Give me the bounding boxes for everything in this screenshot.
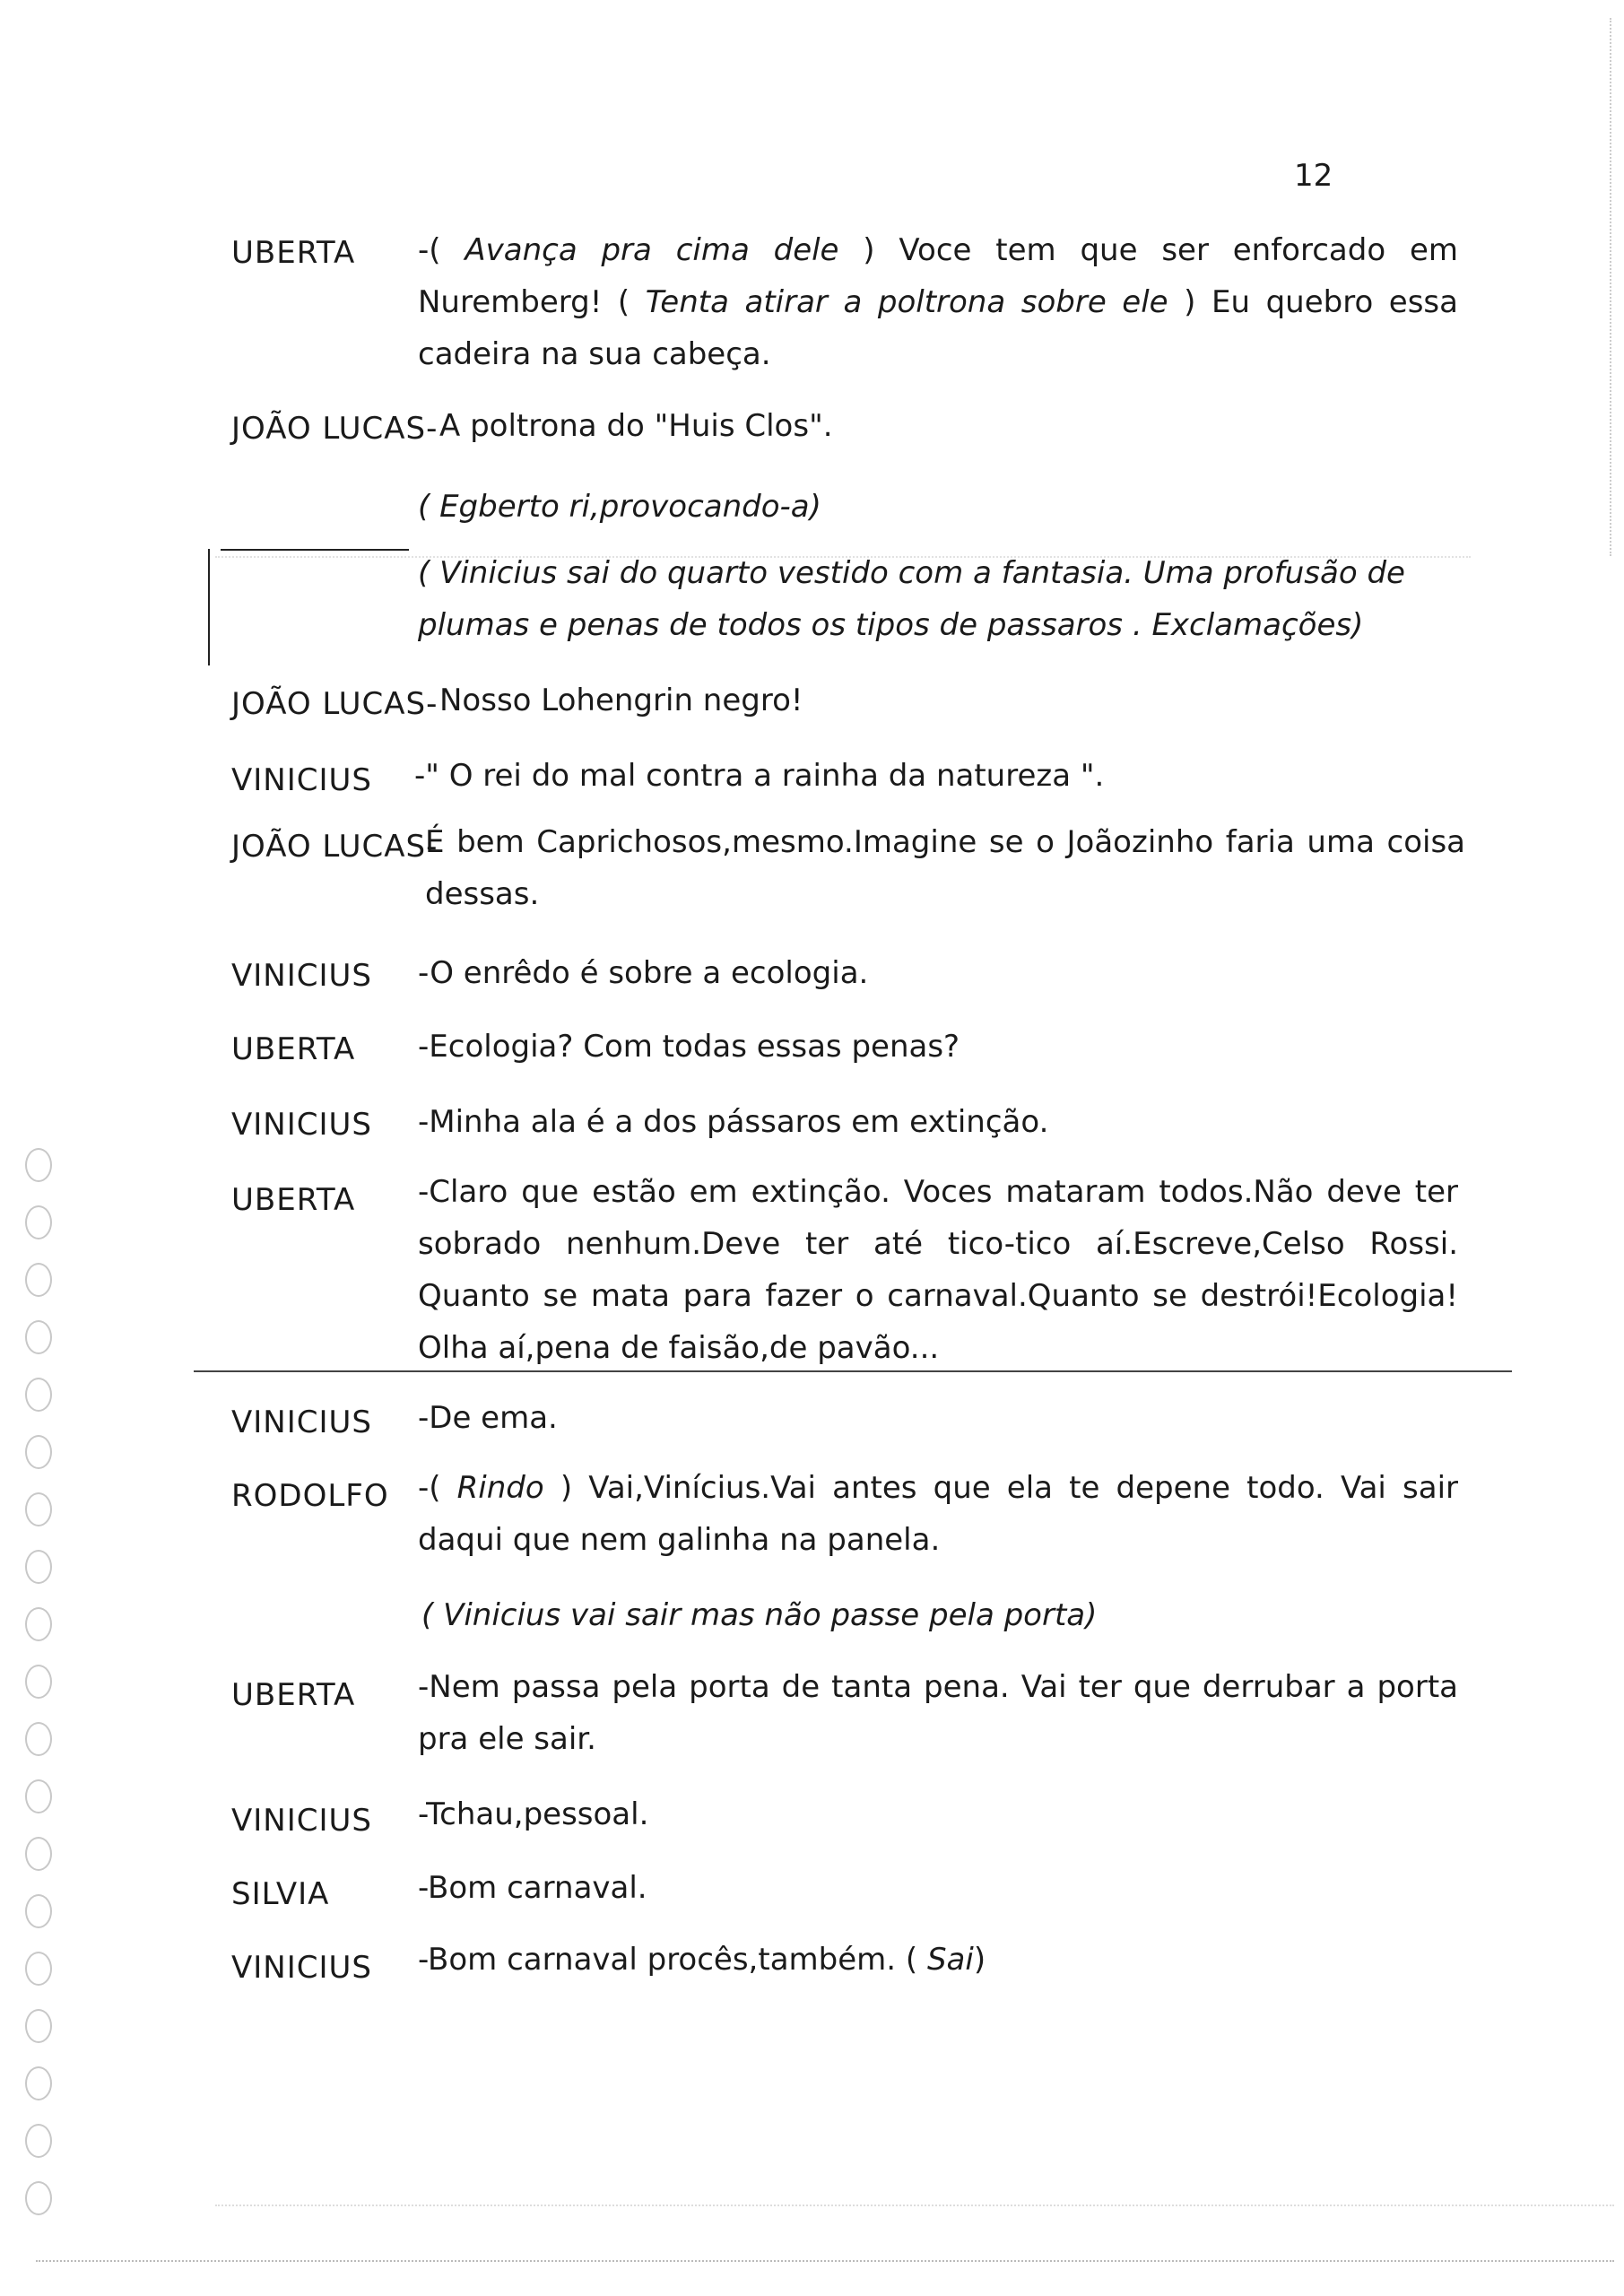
speaker-label: UBERTA: [231, 1031, 356, 1067]
speaker-label: VINICIUS: [231, 762, 372, 798]
feed-hole: [25, 1837, 52, 1871]
dialogue-text: ) Voce tem que ser enforcado em Nuremberg! (: [418, 232, 1458, 320]
dialogue-line: -O enrêdo é sobre a ecologia.: [418, 955, 869, 991]
dialogue-line: -Ecologia? Com todas essas penas?: [418, 1029, 960, 1065]
margin-mark: [221, 549, 409, 551]
speaker-label: RODOLFO: [231, 1478, 389, 1514]
dialogue-line: -De ema.: [418, 1400, 558, 1436]
feed-hole: [25, 1148, 52, 1182]
stage-direction-inline: Rindo: [456, 1470, 544, 1506]
dialogue-line: -Minha ala é a dos pássaros em extinção.: [418, 1104, 1049, 1140]
dialogue-line: -Nem passa pela porta de tanta pena. Vai ter que derrubar a porta pra ele sair.: [418, 1669, 1458, 1757]
perforation-line: [215, 2205, 1614, 2206]
tractor-feed-holes: [25, 1148, 79, 2224]
dialogue-text: ) Vai,Vinícius.Vai antes que ela te depene todo. Vai sair daqui que nem galinha na panela.: [418, 1470, 1458, 1558]
speaker-label: UBERTA: [231, 1677, 356, 1713]
dialogue-text: -(: [418, 1470, 457, 1506]
feed-hole: [25, 2066, 52, 2100]
feed-hole: [25, 1722, 52, 1756]
speaker-label: VINICIUS: [231, 1405, 372, 1440]
speaker-label: VINICIUS: [231, 1107, 372, 1143]
feed-hole: [25, 1492, 52, 1526]
feed-hole: [25, 2181, 52, 2215]
dialogue-text: -(: [418, 232, 465, 268]
dialogue-line: Nosso Lohengrin negro!: [439, 683, 803, 718]
stage-direction: ( Vinicius vai sair mas não passe pela porta): [421, 1597, 1098, 1633]
feed-hole: [25, 1550, 52, 1584]
feed-hole: [25, 1665, 52, 1699]
page-edge: [1610, 18, 1611, 556]
dialogue-line: -" O rei do mal contra a rainha da natureza ".: [414, 758, 1105, 794]
feed-hole: [25, 1378, 52, 1412]
dialogue-line: [418, 1462, 1458, 1566]
speaker-label: JOÃO LUCAS-: [231, 411, 439, 447]
feed-hole: [25, 1779, 52, 1813]
feed-hole: [25, 2124, 52, 2158]
feed-hole: [25, 1952, 52, 1986]
speaker-label: VINICIUS: [231, 1950, 372, 1986]
dialogue-line: É bem Caprichosos,mesmo.Imagine se o Joãozinho faria uma coisa dessas.: [425, 824, 1465, 912]
speaker-label: UBERTA: [231, 1182, 356, 1218]
feed-hole: [25, 1435, 52, 1469]
margin-mark: [208, 549, 210, 665]
margin-mark: [194, 1370, 1512, 1372]
stage-direction: ( Vinicius sai do quarto vestido com a fantasia. Uma profusão de plumas e penas de todos os tipos de passaros . Exclamações): [418, 555, 1405, 643]
feed-hole: [25, 1894, 52, 1928]
dialogue-line: [418, 224, 1458, 380]
speaker-label: VINICIUS: [231, 1803, 372, 1839]
feed-hole: [25, 1320, 52, 1354]
page-number: 12: [1294, 158, 1333, 194]
speaker-label: SILVIA: [231, 1876, 330, 1912]
speaker-label: VINICIUS: [231, 958, 372, 994]
speaker-label: JOÃO LUCAS-: [231, 829, 439, 865]
dialogue-line: [418, 1934, 1458, 1986]
speaker-label: UBERTA: [231, 235, 356, 271]
stage-direction-inline: Sai: [926, 1942, 974, 1978]
dialogue-text: ) Eu quebro essa cadeira na sua cabeça.: [418, 284, 1458, 372]
speaker-label: JOÃO LUCAS-: [231, 686, 439, 722]
feed-hole: [25, 2009, 52, 2043]
feed-hole: [25, 1263, 52, 1297]
feed-hole: [25, 1607, 52, 1641]
dialogue-line: -Tchau,pessoal.: [418, 1796, 649, 1832]
feed-hole: [25, 1205, 52, 1239]
perforation-line: [36, 2260, 1614, 2262]
dialogue-text: ): [973, 1942, 986, 1978]
stage-direction-inline: Tenta atirar a poltrona sobre ele: [645, 284, 1168, 320]
dialogue-line: A poltrona do "Huis Clos".: [439, 408, 833, 444]
dialogue-text: -Bom carnaval procês,também. (: [418, 1942, 927, 1978]
dialogue-line: -Claro que estão em extinção. Voces mataram todos.Não deve ter sobrado nenhum.Deve ter até tico-tico aí.Escreve,Celso Rossi. Quanto se mata para fazer o carnaval.Quanto se destrói!Ecologia! Olha aí,pena de faisão,de pavão...: [418, 1174, 1458, 1366]
dialogue-line: -Bom carnaval.: [418, 1870, 647, 1906]
stage-direction: ( Egberto ri,provocando-a): [418, 489, 821, 525]
stage-direction-inline: Avança pra cima dele: [465, 232, 839, 268]
perforation-line: [215, 556, 1471, 558]
